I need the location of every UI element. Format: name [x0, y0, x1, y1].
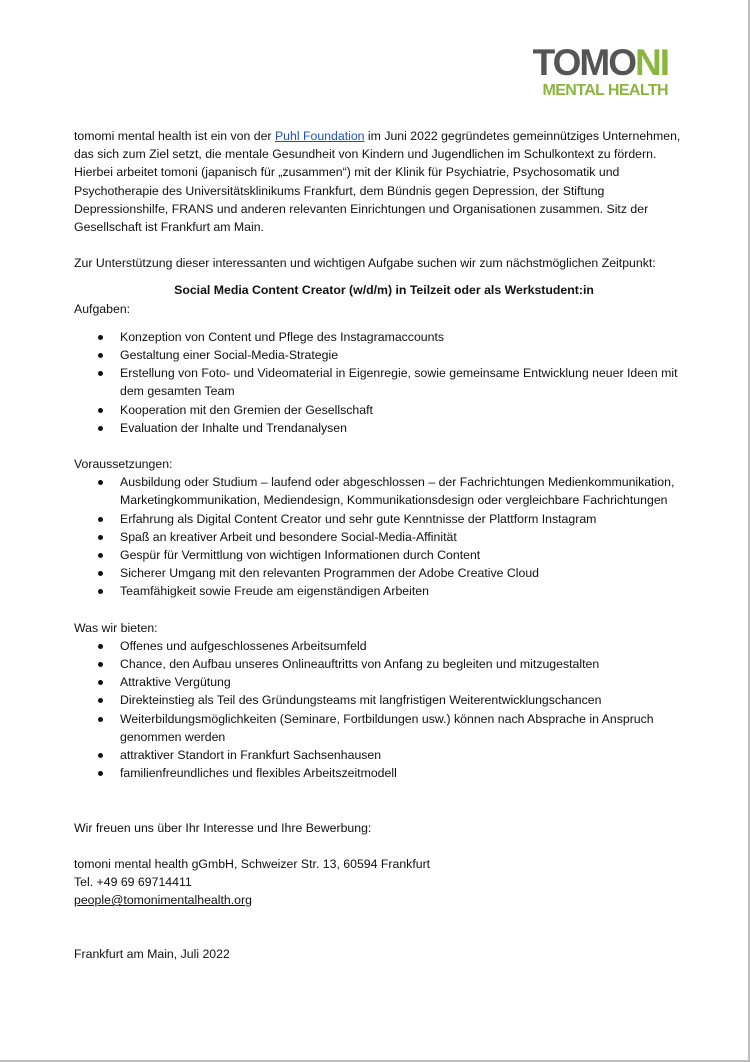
document-body — [74, 127, 694, 964]
list-item: Erstellung von Foto- und Videomaterial in Eigenregie, sowie gemeinsame Entwicklung neuer Ideen mit dem gesamten Team — [120, 364, 694, 400]
list-item: Direkteinstieg als Teil des Gründungsteams mit langfristigen Weiterentwicklungschancen — [120, 691, 694, 709]
list-item: Chance, den Aufbau unseres Onlineauftritts von Anfang zu begleiten und mitzugestalten — [120, 655, 694, 673]
contact-email-link[interactable]: people@tomonimentalhealth.org — [74, 893, 252, 908]
puhl-foundation-link[interactable]: Puhl Foundation — [274, 129, 365, 143]
list-item: Sicherer Umgang mit den relevanten Programmen der Adobe Creative Cloud — [120, 564, 694, 582]
list-item: Gespür für Vermittlung von wichtigen Informationen durch Content — [120, 546, 694, 564]
intro-paragraph — [74, 127, 694, 236]
tasks-list — [74, 328, 694, 437]
tomoni-logo — [533, 44, 668, 99]
list-item: Attraktive Vergütung — [120, 673, 694, 691]
contact-address: tomoni mental health gGmbH, Schweizer Str. 13, 60594 Frankfurt — [74, 856, 431, 871]
list-item: Teamfähigkeit sowie Freude am eigenständigen Arbeiten — [120, 582, 694, 600]
contact-phone: Tel. +49 69 69714411 — [74, 874, 192, 889]
search-line: Zur Unterstützung dieser interessanten und wichtigen Aufgabe suchen wir zum nächstmöglichen Zeitpunkt: — [74, 256, 656, 271]
logo-subtitle: MENTAL HEALTH — [542, 82, 668, 99]
offer-heading: Was wir bieten: — [74, 620, 158, 635]
list-item: Evaluation der Inhalte und Trendanalysen — [120, 419, 694, 437]
list-item: Erfahrung als Digital Content Creator und sehr gute Kenntnisse der Plattform Instagram — [120, 510, 694, 528]
logo-wordmark-part2: NI — [635, 42, 668, 83]
list-item: attraktiver Standort in Frankfurt Sachsenhausen — [120, 746, 694, 764]
intro-text-rest: im Juni 2022 gegründetes gemeinnütziges Unternehmen, das sich zum Ziel setzt, die mentale Gesundheit von Kindern und Jugendlichen im Schulkontext zu fördern. Hierbei arbeitet tomoni (japanisch für „zusammen“) mit der Klinik für Psychiatrie, Psychosomatik und Psychotherapie des Universitätsklinikums Frankfurt, dem Bündnis gegen Depression, der Stiftung Depressionshilfe, FRANS und anderen relevanten Einrichtungen und Organisationen zusammen. Sitz der Gesellschaft ist Frankfurt am Main. — [74, 129, 681, 235]
requirements-list — [74, 473, 694, 600]
logo-wordmark-part1: TOMO — [532, 42, 635, 83]
offer-list — [74, 637, 694, 783]
list-item: Offenes und aufgeschlossenes Arbeitsumfeld — [120, 637, 694, 655]
job-title: Social Media Content Creator (w/d/m) in Teilzeit oder als Werkstudent:in — [174, 283, 594, 298]
list-item: Ausbildung oder Studium – laufend oder abgeschlossen – der Fachrichtungen Medienkommunikation, Marketingkommunikation, Mediendesign, Kommunikationsdesign oder vergleichbare Fachrichtungen — [120, 473, 694, 509]
list-item: familienfreundliches und flexibles Arbeitszeitmodell — [120, 764, 694, 782]
place-date: Frankfurt am Main, Juli 2022 — [74, 947, 230, 962]
list-item: Konzeption von Content und Pflege des Instagramaccounts — [120, 328, 694, 346]
list-item: Gestaltung einer Social-Media-Strategie — [120, 346, 694, 364]
logo-wordmark — [533, 44, 668, 81]
tasks-heading: Aufgaben: — [74, 301, 131, 316]
requirements-heading: Voraussetzungen: — [74, 457, 173, 472]
list-item: Weiterbildungsmöglichkeiten (Seminare, Fortbildungen usw.) können nach Absprache in Anspruch genommen werden — [120, 710, 694, 746]
intro-text-start: tomomi mental health ist ein von der — [74, 129, 275, 143]
closing-line: Wir freuen uns über Ihr Interesse und Ihre Bewerbung: — [74, 820, 372, 835]
list-item: Spaß an kreativer Arbeit und besondere Social-Media-Affinität — [120, 528, 694, 546]
list-item: Kooperation mit den Gremien der Gesellschaft — [120, 401, 694, 419]
